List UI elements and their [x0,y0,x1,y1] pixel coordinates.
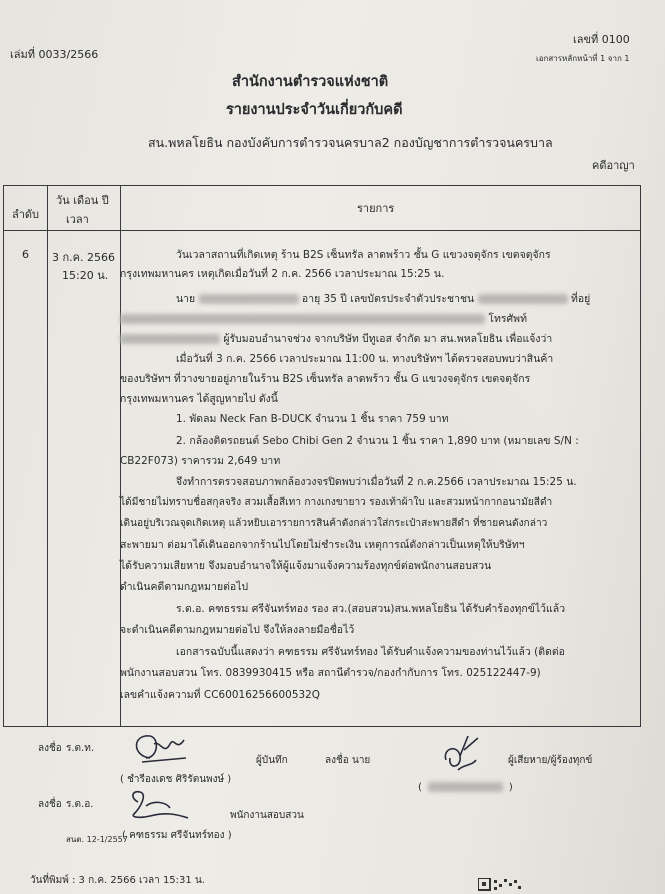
body-line: ดำเนินคดีตามกฎหมายต่อไป [120,581,249,593]
body-line: จึงทำการตรวจสอบภาพกล้องวงจรปิดพบว่าเมื่อวันที่ 2 ก.ค.2566 เวลาประมาณ 15:25 น. [176,476,577,488]
officer-rank: ร.ต.อ. [66,799,94,810]
body-line: เดินอยู่บริเวณจุดเกิดเหตุ แล้วหยิบเอารายการสินค้าดังกล่าวใส่กระเป๋าสะพายสีดำ ที่ชายคนดังกล่าว [120,518,548,529]
col-header-items: รายการ [357,202,395,215]
col-header-no: ลำดับ [12,208,40,221]
body-fragment: ผู้รับมอบอำนาจช่วง จากบริษัท บีทูเอส จำกัด มา สน.พหลโยธิน เพื่อแจ้งว่า [223,333,553,345]
print-date: วันที่พิมพ์ : 3 ก.ค. 2566 เวลา 15:31 น. [30,875,205,886]
recorder-signature [124,728,194,768]
victim-label: ผู้เสียหาย/ผู้ร้องทุกข์ [508,755,593,766]
body-line: กรุงเทพมหานคร ได้สูญหายไป ดังนี้ [120,393,278,405]
body-fragment: ที่อยู่ [570,293,591,305]
station-line: สน.พหลโยธิน กองบังคับการตำรวจนครบาล2 กองบัญชาการตำรวจนครบาล [148,135,553,150]
redacted-phone [120,334,220,344]
body-line: ได้รับความเสียหาย จึงมอบอำนาจให้ผู้แจ้งมาแจ้งความร้องทุกข์ต่อพนักงานสอบสวน [120,560,492,572]
body-line: 2. กล้องติดรถยนต์ Sebo Chibi Gen 2 จำนวน 1 ชิ้น ราคา 1,890 บาท (หมายเลข S/N : [176,435,579,447]
recorder-rank: ร.ต.ท. [66,743,94,754]
body-fragment: โทรศัพท์ [488,313,527,325]
redacted-victim-name [428,782,503,792]
redacted-name [199,294,299,304]
body-line: สะพายมา ต่อมาได้เดินออกจากร้านไปโดยไม่ชำระเงิน เหตุการณ์ดังกล่าวเป็นเหตุให้บริษัทฯ [120,539,525,551]
redacted-id [478,294,568,304]
redacted-address [120,314,485,324]
col-header-time: เวลา [66,213,89,226]
recorder-label: ผู้บันทึก [256,755,288,766]
officer-label: พนักงานสอบสวน [230,810,304,821]
sign-label-recorder: ลงชื่อ [38,743,62,754]
row-number: 6 [22,248,29,261]
row-time: 15:20 น. [62,269,109,282]
sign-label-victim: ลงชื่อ นาย [325,755,371,766]
case-type: คดีอาญา [592,159,635,172]
row-date: 3 ก.ค. 2566 [52,251,115,264]
body-line: CB22F073) ราคารวม 2,649 บาท [120,455,281,467]
header-divider [4,230,640,231]
body-line: พนักงานสอบสวน โทร. 0839930415 หรือ สถานีตำรวจ/กองกำกับการ โทร. 025122447-9) [120,667,541,679]
body-line: เอกสารฉบับนี้แสดงว่า คฑธรรม ศรีจันทร์ทอง ได้รับคำแจ้งความของท่านไว้แล้ว (ติดต่อ [176,646,565,658]
body-line: วันเวลาสถานที่เกิดเหตุ ร้าน B2S เซ็นทรัล ลาดพร้าว ชั้น G แขวงจตุจักร เขตจตุจักร [176,249,551,261]
body-line [176,290,590,307]
body-line [120,310,527,327]
report-title: รายงานประจำวันเกี่ยวกับคดี [226,102,403,118]
body-line: กรุงเทพมหานคร เหตุเกิดเมื่อวันที่ 2 ก.ค. 2566 เวลาประมาณ 15:25 น. [120,268,445,280]
victim-name-parenthesis: ( ) [418,782,513,793]
document-number: เลขที่ 0100 [573,33,630,46]
body-line: ของบริษัทฯ ที่วางขายอยู่ภายในร้าน B2S เซ็นทรัล ลาดพร้าว ชั้น G แขวงจตุจักร เขตจตุจักร [120,373,531,385]
body-fragment: นาย [176,293,196,305]
sign-label-officer: ลงชื่อ [38,799,62,810]
book-number: เล่มที่ 0033/2566 [10,48,99,61]
victim-signature [438,730,484,780]
agency-title: สำนักงานตำรวจแห่งชาติ [232,74,389,90]
body-line: จะดำเนินคดีตามกฎหมายต่อไป จึงให้ลงลายมือชื่อไว้ [120,624,355,636]
page-info: เอกสารหลักหน้าที่ 1 จาก 1 [536,54,630,63]
body-line: เมื่อวันที่ 3 ก.ค. 2566 เวลาประมาณ 11:00 น. ทางบริษัทฯ ได้ตรวจสอบพบว่าสินค้า [176,353,554,365]
column-divider [47,186,48,726]
col-header-date: วัน เดือน ปี [56,194,109,207]
body-line: 1. พัดลม Neck Fan B-DUCK จำนวน 1 ชิ้น ราคา 759 บาท [176,413,449,425]
officer-signature [126,788,196,824]
body-line [120,330,552,347]
body-fragment: อายุ 35 ปี เลขบัตรประจำตัวประชาชน [301,293,475,305]
recorder-name: ( ชำรีองเดช ศิริรัตนพงษ์ ) [120,774,232,785]
body-line: ได้มีชายไม่ทราบชื่อสกุลจริง สวมเสื้อสีเทา กางเกงขายาว รองเท้าผ้าใบ และสวมหน้ากากอนามัยสีดำ [120,497,553,508]
form-number: สนต. 12-1/2557 [66,835,128,844]
qr-code-icon [478,878,522,892]
body-line: ร.ต.อ. คฑธรรม ศรีจันทร์ทอง รอง สว.(สอบสวน)สน.พหลโยธิน ได้รับคำร้องทุกข์ไว้แล้ว [176,603,566,615]
body-line: เลขคำแจ้งความที่ CC60016256600532Q [120,689,321,701]
officer-name: ( คฑธรรม ศรีจันทร์ทอง ) [122,830,232,841]
